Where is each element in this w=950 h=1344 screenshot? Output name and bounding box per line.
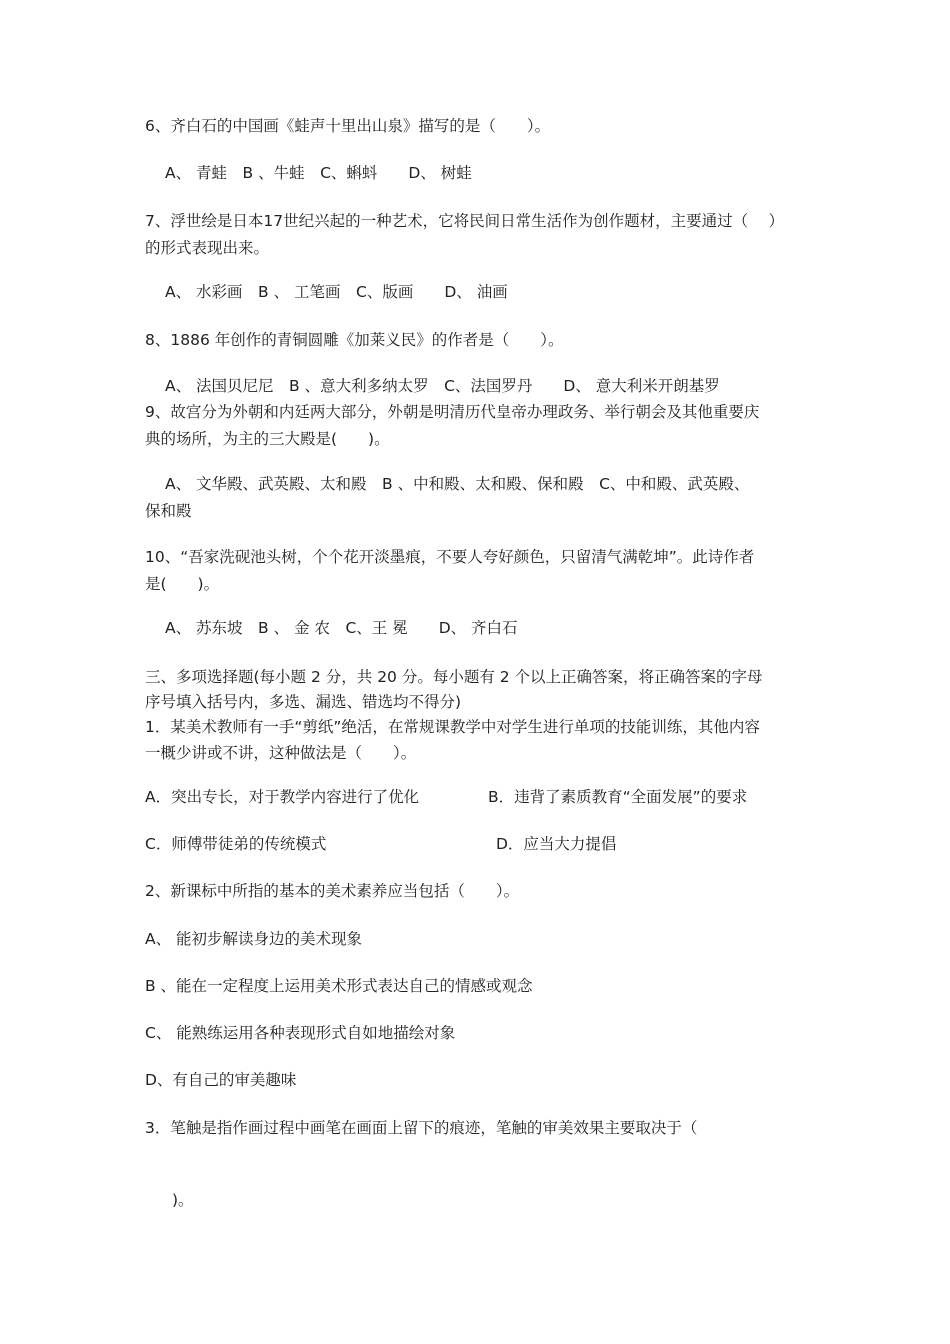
q10-options: A、 苏东坡 B 、 金 农 C、王 冕 D、 齐白石 [165, 619, 518, 637]
m1-stem-line2: 一概少讲或不讲，这种做法是（ ）。 [145, 744, 417, 762]
q8-options: A、 法国贝尼尼 B 、意大利多纳太罗 C、法国罗丹 D、 意大利米开朗基罗 [165, 377, 720, 395]
q10-stem-line2: 是( )。 [145, 575, 220, 593]
section3-heading-line1: 三、多项选择题(每小题 2 分，共 20 分。每小题有 2 个以上正确答案，将正确答案的字母 [145, 668, 763, 686]
q9-stem-line2: 典的场所，为主的三大殿是( )。 [145, 430, 390, 448]
m2-option-a: A、 能初步解读身边的美术现象 [145, 930, 363, 948]
m2-option-b: B 、能在一定程度上运用美术形式表达自己的情感或观念 [145, 977, 533, 995]
q9-options-line2: 保和殿 [145, 502, 192, 520]
q10-stem-line1: 10、“吾家洗砚池头树，个个花开淡墨痕，不要人夸好颜色，只留清气满乾坤”。此诗作者 [145, 548, 755, 566]
q6-stem: 6、齐白石的中国画《蛙声十里出山泉》描写的是（ ）。 [145, 117, 551, 135]
q7-stem-line2: 的形式表现出来。 [145, 239, 270, 257]
m1-option-c: C．师傅带徒弟的传统模式 [145, 835, 327, 853]
q9-options-line1: A、 文华殿、武英殿、太和殿 B 、中和殿、太和殿、保和殿 C、中和殿、武英殿、 [165, 475, 750, 493]
m1-stem-line1: 1．某美术教师有一手“剪纸”绝活，在常规课教学中对学生进行单项的技能训练，其他内容 [145, 718, 760, 736]
m2-option-d: D、有自己的审美趣味 [145, 1071, 297, 1089]
q6-options: A、 青蛙 B 、牛蛙 C、蝌蚪 D、 树蛙 [165, 164, 472, 182]
q7-stem-line1: 7、浮世绘是日本17世纪兴起的一种艺术，它将民间日常生活作为创作题材，主要通过（ ） [145, 212, 785, 230]
q9-stem-line1: 9、故宫分为外朝和内廷两大部分，外朝是明清历代皇帝办理政务、举行朝会及其他重要庆 [145, 403, 760, 421]
m3-stem: 3．笔触是指作画过程中画笔在画面上留下的痕迹，笔触的审美效果主要取决于（ [145, 1119, 698, 1137]
m3-stem-tail: )。 [172, 1191, 194, 1209]
m2-stem: 2、新课标中所指的基本的美术素养应当包括（ ）。 [145, 882, 520, 900]
q7-options: A、 水彩画 B 、 工笔画 C、版画 D、 油画 [165, 283, 508, 301]
section3-heading-line2: 序号填入括号内，多选、漏选、错选均不得分) [145, 693, 462, 711]
m1-option-d: D．应当大力提倡 [496, 835, 617, 853]
m2-option-c: C、 能熟练运用各种表现形式自如地描绘对象 [145, 1024, 456, 1042]
m1-option-b: B．违背了素质教育“全面发展”的要求 [488, 788, 748, 806]
q8-stem: 8、1886 年创作的青铜圆雕《加莱义民》的作者是（ ）。 [145, 331, 564, 349]
m1-option-a: A．突出专长，对于教学内容进行了优化 [145, 788, 420, 806]
